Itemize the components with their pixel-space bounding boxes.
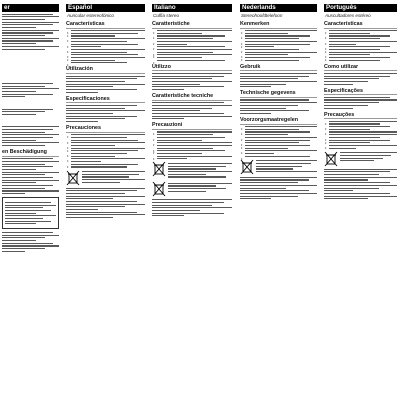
crossed-out-bin-icon	[152, 161, 166, 177]
section-heading: Utilizzo	[152, 64, 232, 72]
column-italian	[150, 0, 235, 400]
column-header: er	[2, 4, 59, 12]
weee-notice	[152, 161, 232, 179]
section-heading: Precauzioni	[152, 122, 232, 130]
column-spanish	[64, 0, 148, 400]
column-header: Español	[66, 4, 145, 12]
section-heading: Especificaciones	[66, 96, 145, 104]
crossed-out-bin-icon	[152, 181, 166, 197]
column-header: Português	[324, 4, 397, 12]
section-heading: Voorzorgsmaatregelen	[240, 117, 317, 125]
notice-box	[2, 197, 59, 229]
section-heading: Utilización	[66, 66, 145, 74]
section-heading: Caratteristiche tecniche	[152, 93, 232, 101]
section-heading: Como utilizar	[324, 64, 397, 72]
weee-notice	[324, 151, 397, 167]
crossed-out-bin-icon	[240, 159, 254, 175]
section-heading: Precauciones	[66, 125, 145, 133]
weee-notice	[240, 159, 317, 175]
column-header: Italiano	[152, 4, 232, 12]
column-subtitle: Cuffia stereo	[153, 13, 180, 18]
column-dutch	[238, 0, 320, 400]
section-heading: Caratteristiche	[152, 21, 232, 29]
column-header: Nederlands	[240, 4, 317, 12]
section-heading: Especificações	[324, 88, 397, 96]
section-heading: en Beschädigung	[2, 149, 59, 157]
column-subtitle: Auscultadores estéreo	[325, 13, 371, 18]
column-german	[0, 0, 62, 400]
weee-notice	[152, 181, 232, 197]
weee-notice	[66, 170, 145, 186]
crossed-out-bin-icon	[66, 170, 80, 186]
crossed-out-bin-icon	[324, 151, 338, 167]
section-heading: Gebruik	[240, 64, 317, 72]
column-portuguese	[322, 0, 400, 400]
column-subtitle: Stereohoofdtelefoon	[241, 13, 283, 18]
section-heading: Características	[324, 21, 397, 29]
column-subtitle: Auricular estereofónico	[67, 13, 114, 18]
section-heading: Technische gegevens	[240, 90, 317, 98]
section-heading: Kenmerken	[240, 21, 317, 29]
section-heading: Precauções	[324, 112, 397, 120]
section-heading: Características	[66, 21, 145, 29]
